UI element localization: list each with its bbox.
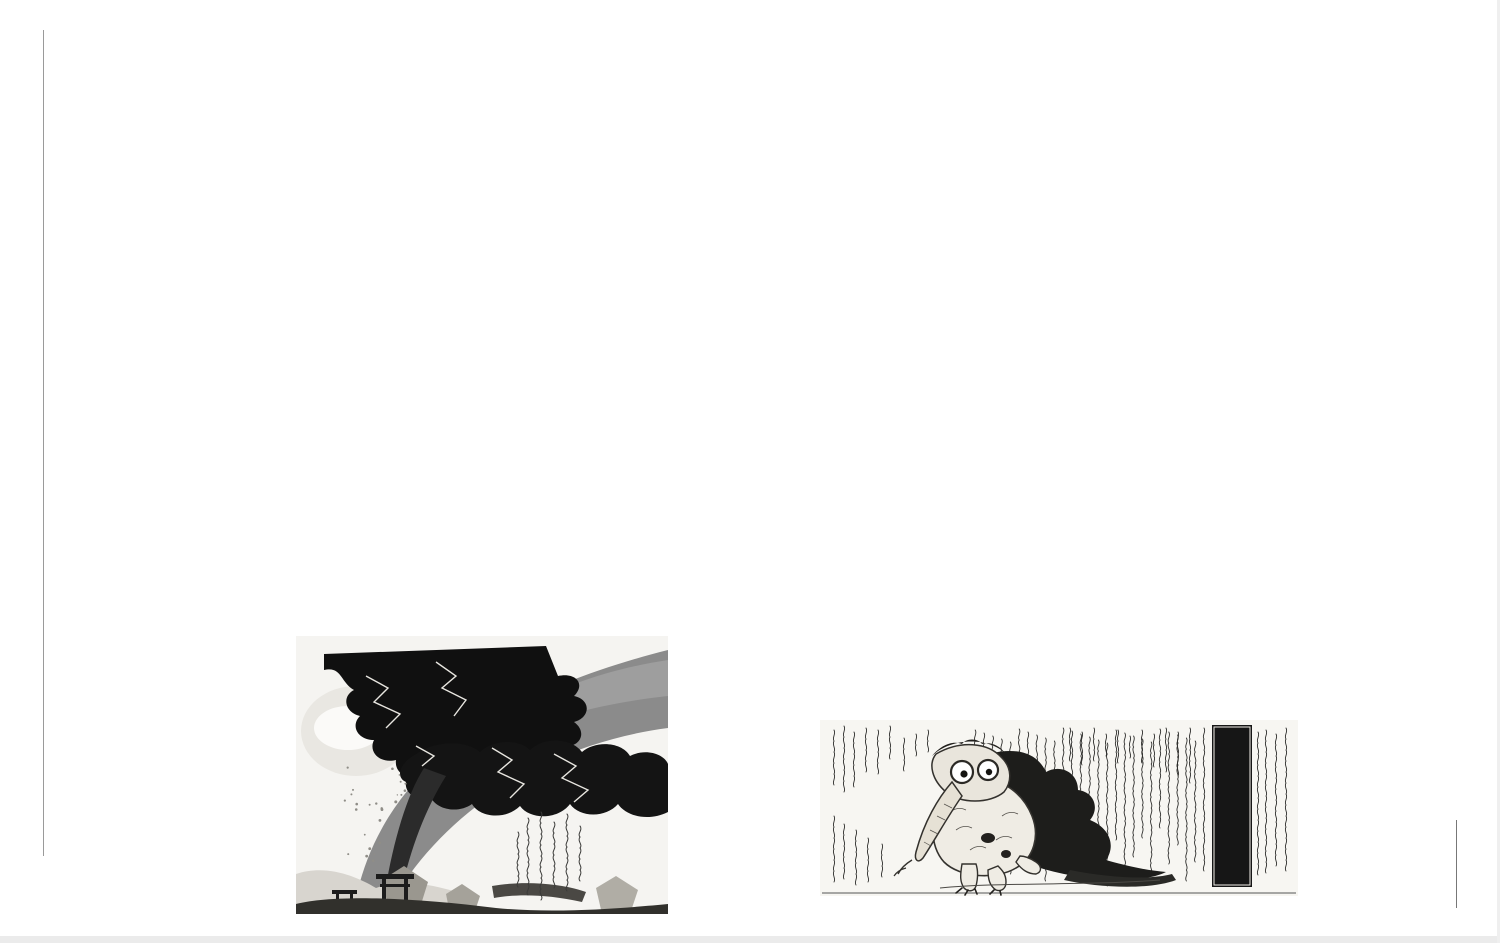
monster-print-image — [820, 720, 1298, 896]
volcano-painting-image — [296, 636, 668, 914]
scan-edge-bottom — [0, 936, 1500, 943]
chronicle-text — [298, 24, 1462, 550]
footnote-block — [84, 26, 276, 910]
margin-rule — [43, 30, 44, 856]
page-number-rule — [1456, 820, 1457, 908]
cartouche — [1212, 725, 1252, 887]
